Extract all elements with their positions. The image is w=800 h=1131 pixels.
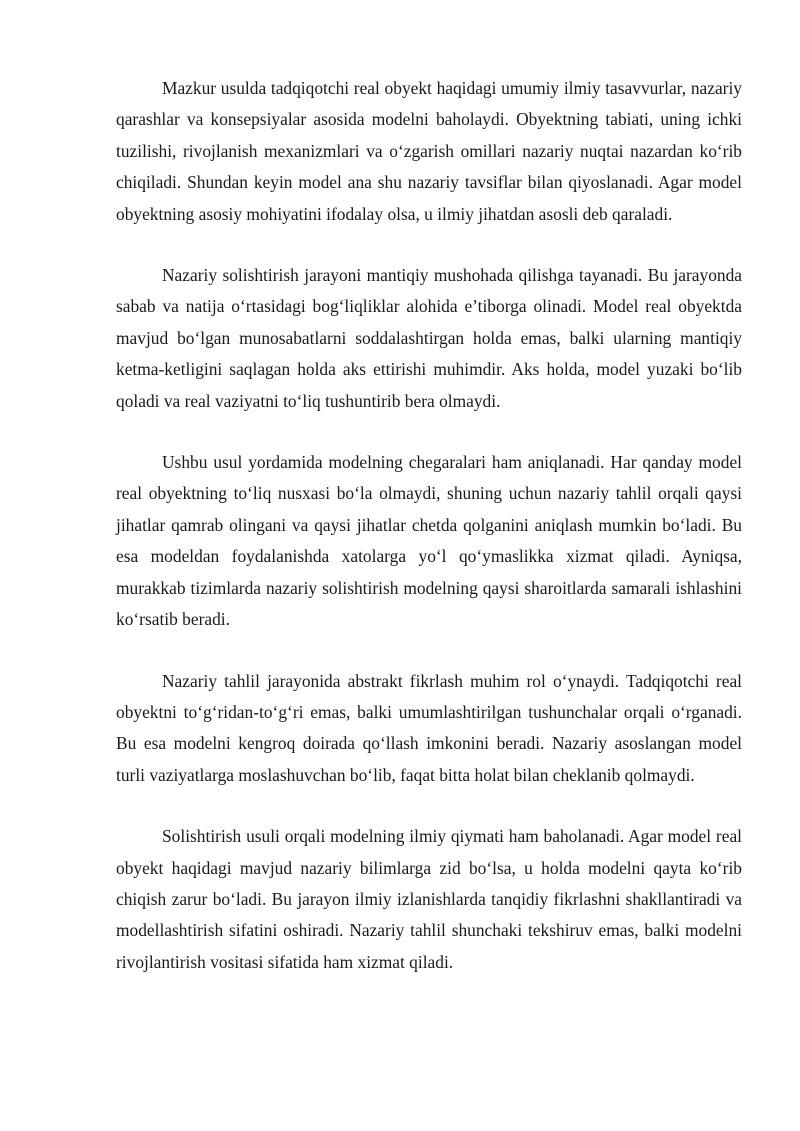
paragraph-5: Solishtirish usuli orqali modelning ilmiy qiymati ham baholanadi. Agar model real obyekt haqidagi mavjud nazariy bilimlarga zid bo‘lsa, u holda modelni qayta ko‘rib chiqish zarur bo‘ladi. Bu jarayon ilmiy izlanishlarda tanqidiy fikrlashni shakllantiradi va modellashtirish sifatini oshiradi. Nazariy tahlil shunchaki tekshiruv emas, balki modelni rivojlantirish vositasi sifatida ham xizmat qiladi. <box>116 826 742 972</box>
paragraph-2: Nazariy solishtirish jarayoni mantiqiy mushohada qilishga tayanadi. Bu jarayonda sabab va natija o‘rtasidagi bog‘liqliklar alohida e’tiborga olinadi. Model real obyektda mavjud bo‘lgan munosabatlarni soddalashtirgan holda emas, balki ularning mantiqiy ketma-ketligini saqlagan holda aks ettirishi muhimdir. Aks holda, model yuzaki bo‘lib qoladi va real vaziyatni to‘liq tushuntirib bera olmaydi. <box>116 265 742 411</box>
document-body <box>116 73 742 1008</box>
paragraph-1: Mazkur usulda tadqiqotchi real obyekt haqidagi umumiy ilmiy tasavvurlar, nazariy qarashlar va konsepsiyalar asosida modelni baholaydi. Obyektning tabiati, uning ichki tuzilishi, rivojlanish mexanizmlari va o‘zgarish omillari nazariy nuqtai nazardan ko‘rib chiqiladi. Shundan keyin model ana shu nazariy tavsiflar bilan qiyoslanadi. Agar model obyektning asosiy mohiyatini ifodalay olsa, u ilmiy jihatdan asosli deb qaraladi. <box>116 78 742 224</box>
paragraph-4: Nazariy tahlil jarayonida abstrakt fikrlash muhim rol o‘ynaydi. Tadqiqotchi real obyektni to‘g‘ridan-to‘g‘ri emas, balki umumlashtirilgan tushunchalar orqali o‘rganadi. Bu esa modelni kengroq doirada qo‘llash imkonini beradi. Nazariy asoslangan model turli vaziyatlarga moslashuvchan bo‘lib, faqat bitta holat bilan cheklanib qolmaydi. <box>116 670 742 785</box>
paragraph-3: Ushbu usul yordamida modelning chegaralari ham aniqlanadi. Har qanday model real obyektning to‘liq nusxasi bo‘la olmaydi, shuning uchun nazariy tahlil orqali qaysi jihatlar qamrab olingani va qaysi jihatlar chetda qolganini aniqlash mumkin bo‘ladi. Bu esa modeldan foydalanishda xatolarga yo‘l qo‘ymaslikka xizmat qiladi. Ayniqsa, murakkab tizimlarda nazariy solishtirish modelning qaysi sharoitlarda samarali ishlashini ko‘rsatib beradi. <box>116 452 742 630</box>
